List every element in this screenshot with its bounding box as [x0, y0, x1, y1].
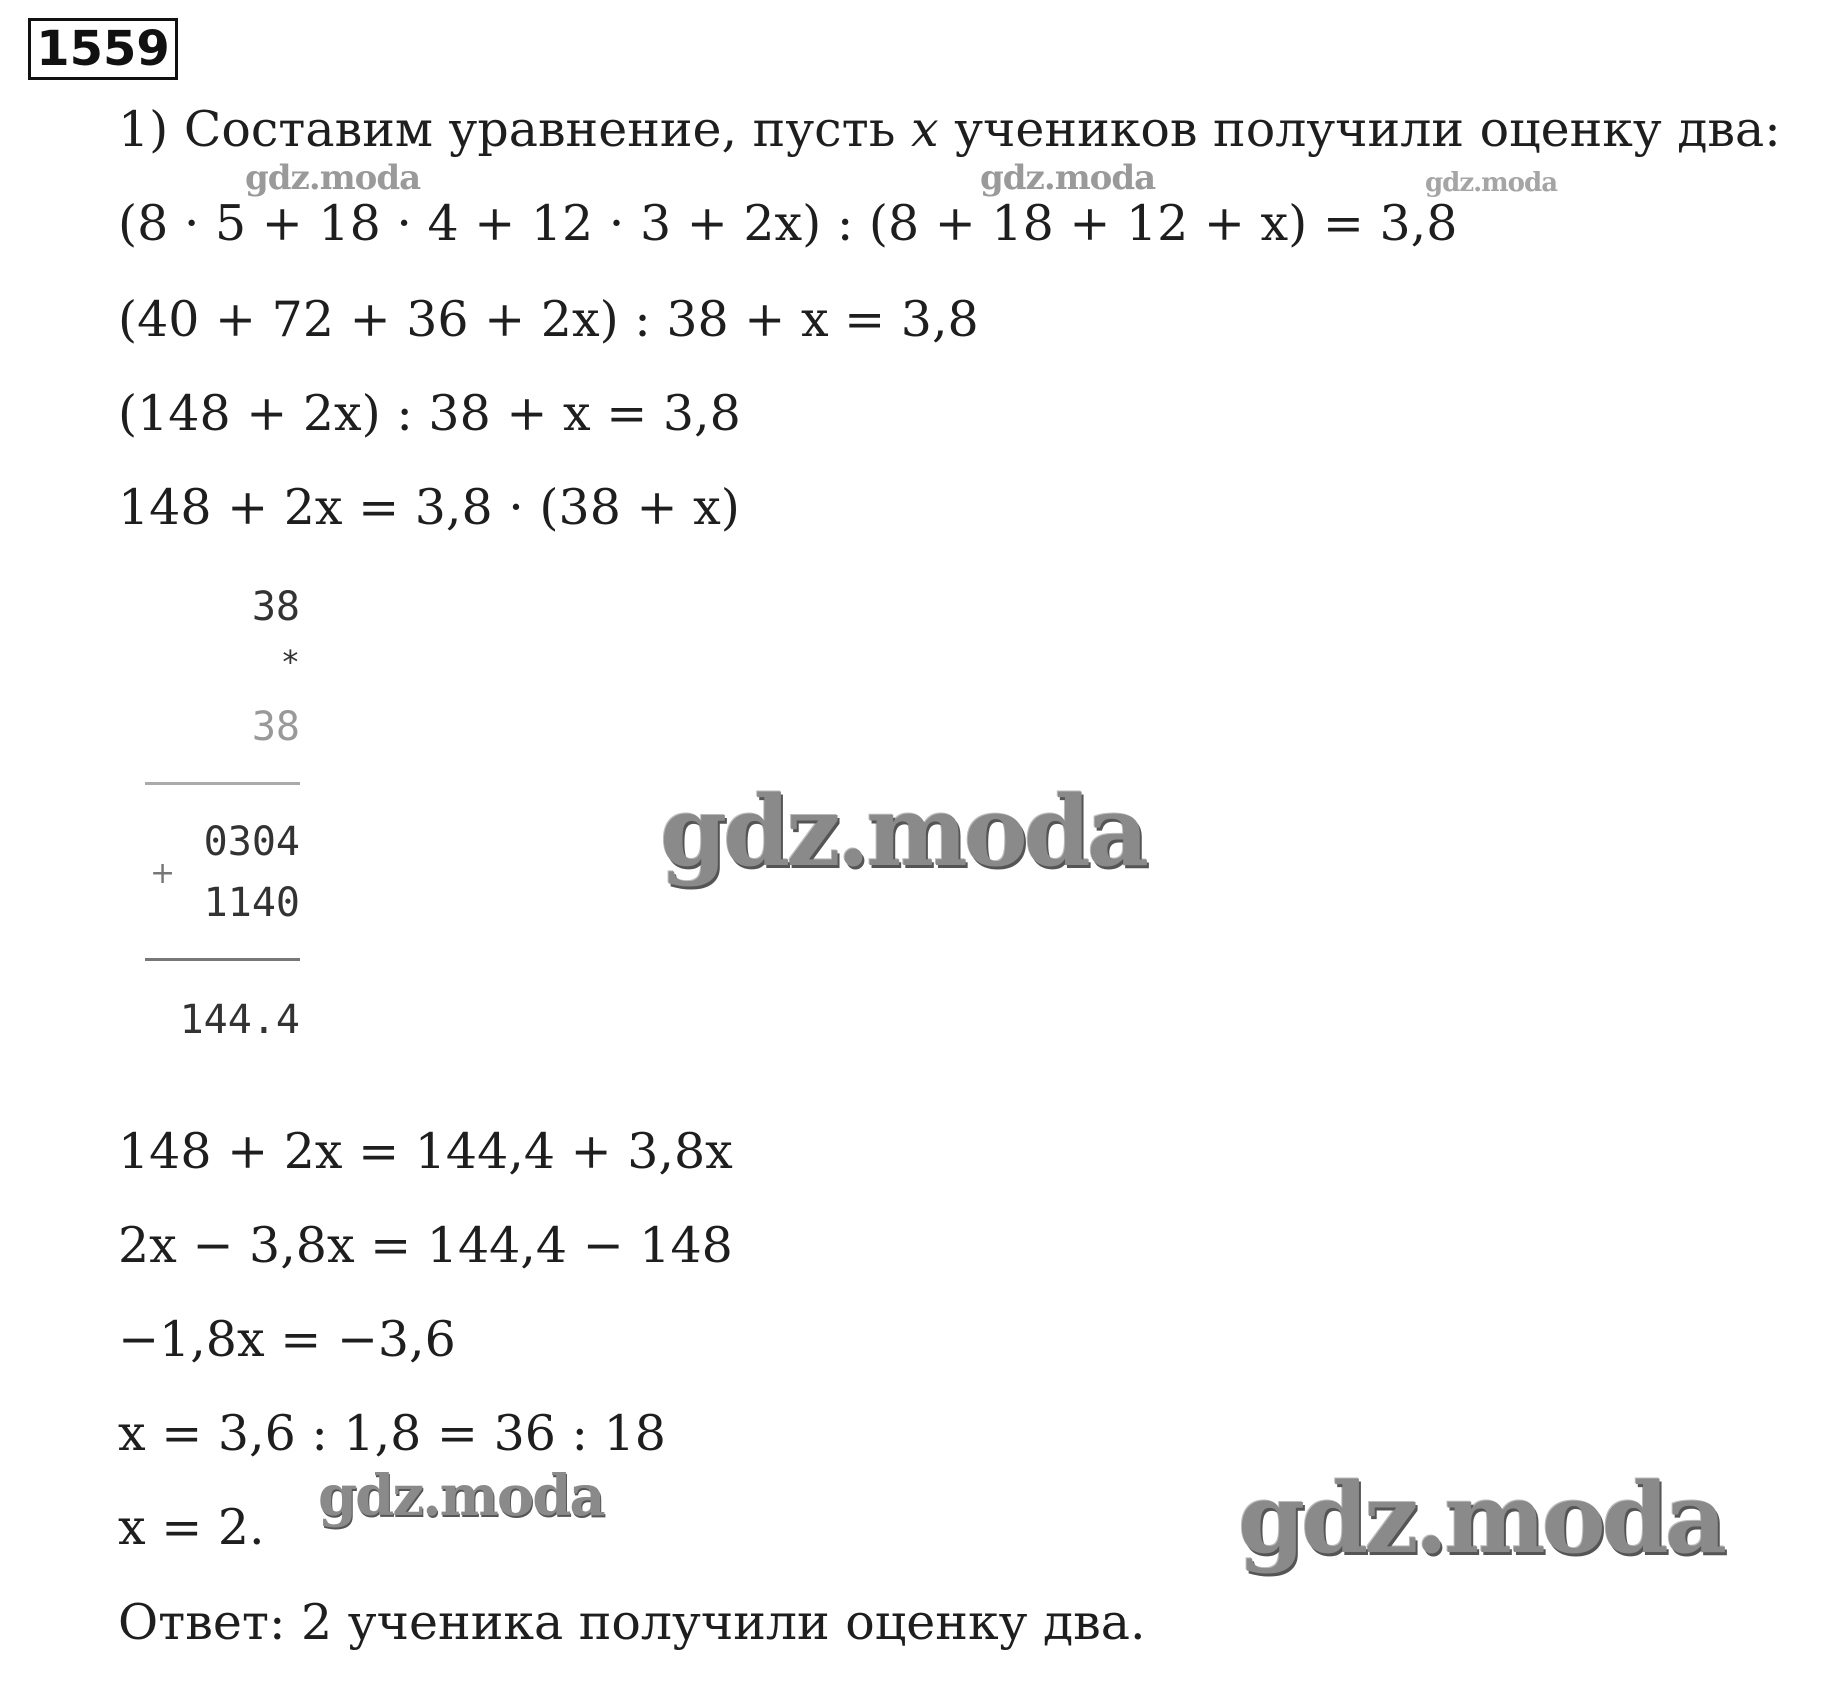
equation-line-3: (148 + 2x) : 38 + x = 3,8 [118, 385, 741, 442]
intro-variable: x [910, 101, 939, 158]
calc-rule-bottom [145, 958, 300, 961]
calc-multiplier: 38 [251, 704, 300, 750]
calc-partial-1: 0304 [203, 819, 300, 865]
equation-line-4: 148 + 2x = 3,8 · (38 + x) [118, 479, 740, 536]
intro-text-end: учеников получили оценку два: [938, 101, 1781, 158]
equation-line-5: 148 + 2x = 144,4 + 3,8x [118, 1123, 733, 1180]
calc-multiplicand: 38 [251, 584, 300, 630]
watermark-logo: gdz.moda [318, 1463, 604, 1529]
intro-line [118, 102, 1781, 158]
equation-line-2: (40 + 72 + 36 + 2x) : 38 + x = 3,8 [118, 291, 979, 348]
equation-line-1: (8 · 5 + 18 · 4 + 12 · 3 + 2x) : (8 + 18 + 12 + x) = 3,8 [118, 195, 1458, 252]
equation-line-6: 2x − 3,8x = 144,4 − 148 [118, 1217, 733, 1274]
watermark-logo: gdz.moda [245, 158, 421, 198]
equation-line-7: −1,8x = −3,6 [118, 1311, 456, 1368]
problem-number: 1559 [28, 18, 178, 80]
watermark-logo: gdz.moda [1238, 1462, 1724, 1575]
calc-operator: * [280, 643, 300, 681]
watermark-logo: gdz.moda [1425, 168, 1558, 198]
calc-plus-sign: + [150, 856, 176, 891]
calc-rule-top [145, 782, 300, 785]
equation-line-9: x = 2. [118, 1499, 265, 1556]
answer-line: Ответ: 2 ученика получили оценку два. [118, 1594, 1146, 1651]
calc-partial-2: 1140 [203, 880, 300, 926]
watermark-logo: gdz.moda [660, 775, 1146, 888]
equation-line-8: x = 3,6 : 1,8 = 36 : 18 [118, 1405, 666, 1462]
calc-result: 144.4 [179, 997, 300, 1043]
watermark-logo: gdz.moda [980, 158, 1156, 198]
intro-text-start: 1) Составим уравнение, пусть [118, 101, 911, 158]
